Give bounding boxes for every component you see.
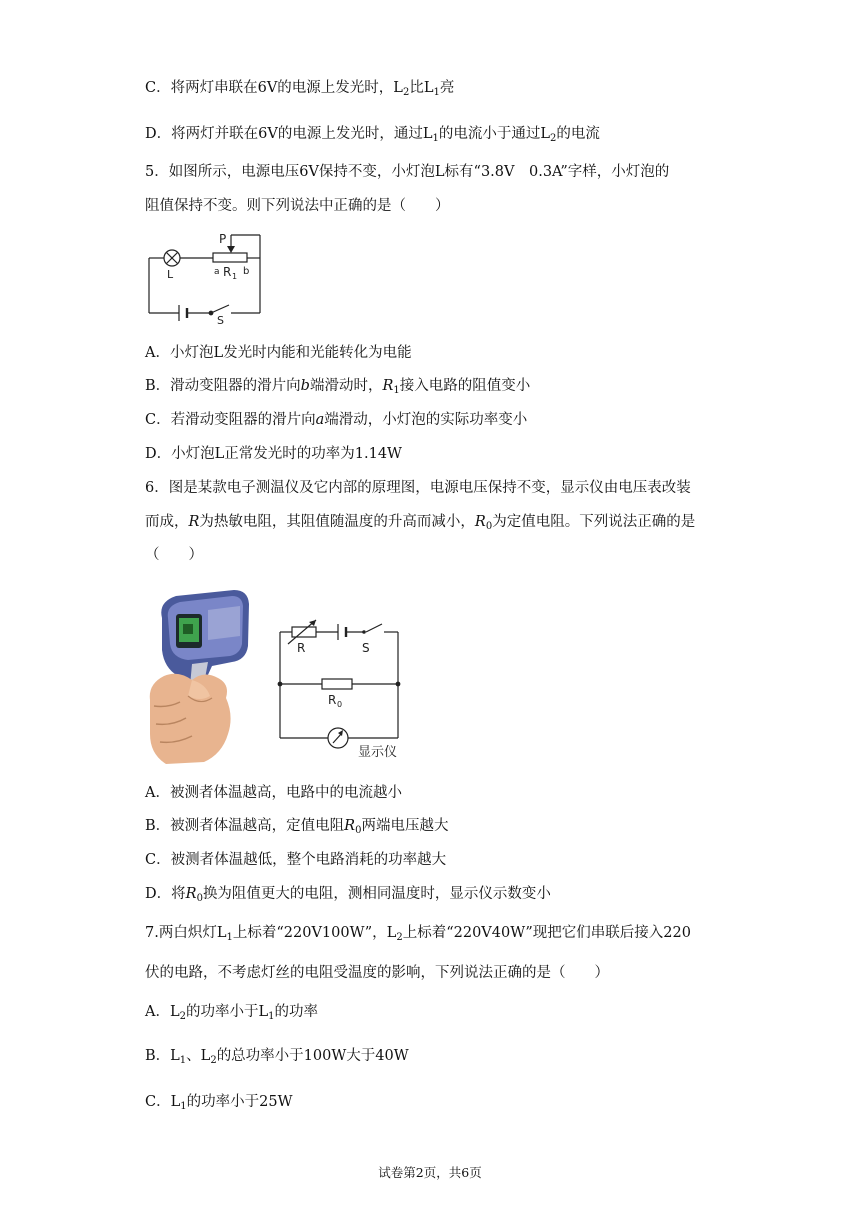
q6-option-b bbox=[145, 816, 448, 836]
q7-option-b bbox=[145, 1046, 409, 1066]
q5-option-d: D．小灯泡L正常发光时的功率为1.14W bbox=[145, 446, 402, 462]
symbol: L bbox=[386, 925, 397, 941]
q6-stem-line2 bbox=[145, 512, 695, 532]
q7-option-a bbox=[145, 1002, 318, 1022]
subscript: 2 bbox=[179, 1011, 186, 1022]
q5-stem-line1: 5．如图所示，电源电压6V保持不变，小灯泡L标有“3.8V 0.3A”字样，小灯泡的 bbox=[145, 164, 670, 180]
text: 换为阻值更大的电阻，测相同温度时，显示仪示数变小 bbox=[202, 886, 551, 902]
text: 的功率小于 bbox=[186, 1004, 259, 1020]
q5-option-c bbox=[145, 410, 527, 430]
q6-option-a: A．被测者体温越高，电路中的电流越小 bbox=[145, 785, 402, 801]
symbol: L bbox=[258, 1004, 269, 1020]
variable: R bbox=[382, 378, 394, 394]
q6-option-c: C．被测者体温越低，整个电路消耗的功率越大 bbox=[145, 852, 447, 868]
text: 端滑动，小灯泡的实际功率变小 bbox=[324, 412, 528, 428]
text: 的总功率小于100W大于40W bbox=[216, 1048, 409, 1064]
symbol: L bbox=[393, 80, 403, 96]
text: 7.两白炽灯 bbox=[145, 925, 217, 941]
text: 的电流 bbox=[556, 126, 600, 142]
text: D．将两灯并联在6V的电源上发光时，通过 bbox=[145, 126, 423, 142]
q5-option-a: A．小灯泡L发光时内能和光能转化为电能 bbox=[145, 345, 412, 361]
thermistor-label: R bbox=[297, 641, 306, 655]
symbol: L bbox=[422, 126, 433, 142]
end-b-label: b bbox=[243, 266, 250, 277]
variable: R bbox=[185, 886, 197, 902]
text: 上标着“220V100W”， bbox=[232, 925, 387, 941]
subscript: 1 bbox=[179, 1055, 187, 1066]
text: B．被测者体温越高，定值电阻 bbox=[145, 818, 345, 834]
subscript: 1 bbox=[433, 87, 440, 98]
text: B． bbox=[145, 1048, 171, 1064]
symbol: L bbox=[423, 80, 434, 96]
text: 两端电压越大 bbox=[361, 818, 449, 834]
q6-option-d bbox=[145, 884, 551, 904]
subscript: 1 bbox=[393, 385, 400, 396]
q7-option-c bbox=[145, 1092, 292, 1112]
subscript: 1 bbox=[180, 1101, 187, 1112]
rheostat-subscript: 1 bbox=[232, 272, 238, 281]
switch-label: S bbox=[362, 641, 370, 655]
text: 而成， bbox=[145, 514, 189, 530]
r0-subscript: 0 bbox=[337, 700, 343, 709]
lamp-label: L bbox=[167, 268, 174, 281]
q6-stem-line1: 6．图是某款电子测温仪及它内部的原理图，电源电压保持不变，显示仪由电压表改装 bbox=[145, 480, 691, 496]
symbol: L bbox=[216, 925, 227, 941]
subscript: 1 bbox=[226, 932, 233, 943]
text: B．滑动变阻器的滑片向 bbox=[145, 378, 301, 394]
subscript: 0 bbox=[485, 521, 493, 532]
symbol: L bbox=[170, 1094, 181, 1110]
text: A． bbox=[145, 1004, 170, 1020]
text: D．将 bbox=[145, 886, 186, 902]
text: 的功率 bbox=[274, 1004, 319, 1020]
subscript: 2 bbox=[402, 87, 410, 98]
text: 比 bbox=[409, 80, 424, 96]
text: C．若滑动变阻器的滑片向 bbox=[145, 412, 316, 428]
symbol: L bbox=[540, 126, 550, 142]
symbol: L bbox=[200, 1048, 211, 1064]
variable: a bbox=[315, 412, 325, 428]
q6-stem-line3: （ ） bbox=[145, 547, 203, 563]
q5-option-b bbox=[145, 376, 530, 396]
r0-label: R bbox=[328, 693, 337, 707]
text: 的电流小于通过 bbox=[438, 126, 541, 142]
text: 、 bbox=[186, 1048, 201, 1064]
subscript: 1 bbox=[432, 133, 439, 144]
q6-circuit-diagram bbox=[272, 616, 412, 761]
q5-circuit-diagram bbox=[145, 228, 270, 324]
display-label: 显示仪 bbox=[358, 745, 398, 760]
subscript: 0 bbox=[355, 825, 362, 836]
text: 亮 bbox=[439, 80, 455, 96]
subscript: 0 bbox=[196, 893, 203, 904]
variable: R bbox=[188, 514, 200, 530]
subscript: 1 bbox=[268, 1011, 275, 1022]
text: 为热敏电阻，其阻值随温度的升高而减小， bbox=[199, 514, 475, 530]
thermometer-gun-illustration bbox=[148, 588, 260, 766]
q4-option-d bbox=[145, 124, 600, 144]
text: C． bbox=[145, 1094, 171, 1110]
variable: R bbox=[344, 818, 356, 834]
subscript: 2 bbox=[549, 133, 557, 144]
subscript: 2 bbox=[396, 932, 403, 943]
slider-label: P bbox=[219, 232, 227, 246]
text: 上标着“220V40W”现把它们串联后接入220 bbox=[402, 925, 691, 941]
text: 为定值电阻。下列说法正确的是 bbox=[492, 514, 696, 530]
switch-label: S bbox=[217, 314, 224, 324]
variable: b bbox=[300, 378, 310, 394]
text: C．将两灯串联在6V的电源上发光时， bbox=[145, 80, 394, 96]
text: 端滑动时， bbox=[309, 378, 383, 394]
symbol: L bbox=[169, 1004, 180, 1020]
symbol: L bbox=[170, 1048, 180, 1064]
page-footer: 试卷第2页，共6页 bbox=[378, 1165, 482, 1180]
end-a-label: a bbox=[214, 267, 220, 277]
q7-stem-line2: 伏的电路，不考虑灯丝的电阻受温度的影响，下列说法正确的是（ ） bbox=[145, 965, 609, 981]
q7-stem-line1 bbox=[145, 923, 691, 943]
text: 接入电路的阻值变小 bbox=[399, 378, 531, 394]
text: 的功率小于25W bbox=[186, 1094, 293, 1110]
q4-option-c bbox=[145, 78, 454, 98]
rheostat-label: R bbox=[223, 265, 232, 279]
variable: R bbox=[474, 514, 486, 530]
subscript: 2 bbox=[210, 1055, 217, 1066]
q5-stem-line2: 阻值保持不变。则下列说法中正确的是（ ） bbox=[145, 198, 450, 214]
